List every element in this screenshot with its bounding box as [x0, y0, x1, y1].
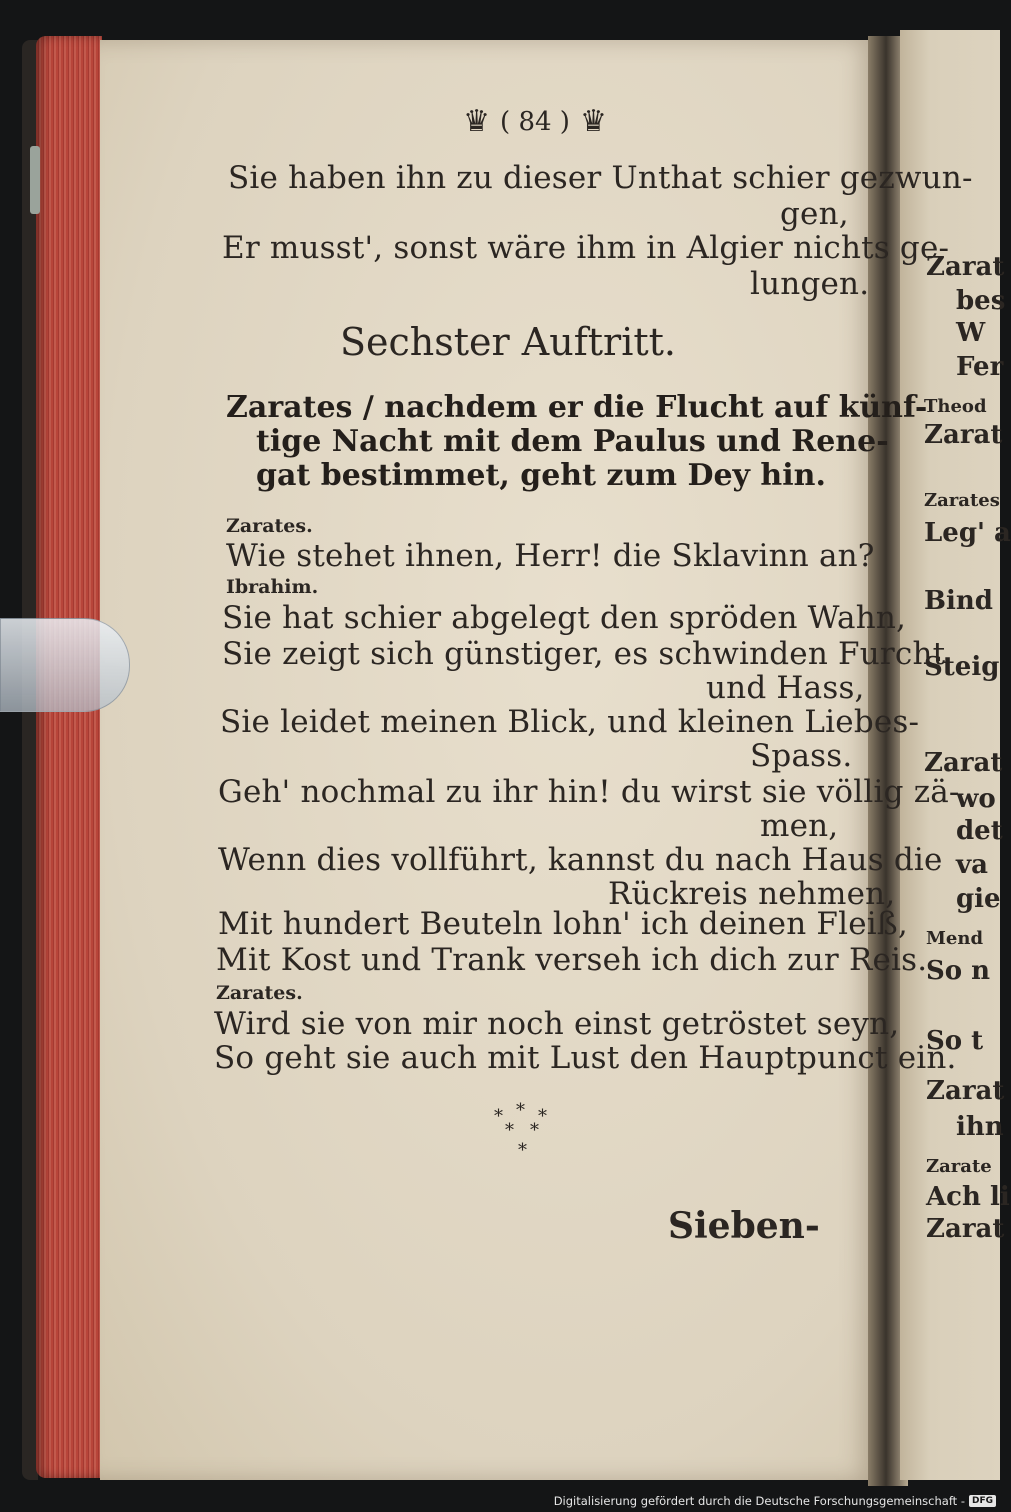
speaker-label: Zarates.: [216, 982, 303, 1004]
right-page-text: So t: [926, 1026, 984, 1056]
dialogue-line: So geht sie auch mit Lust den Hauptpunct ein.: [214, 1040, 957, 1076]
right-page-text: ihn: [956, 1112, 1004, 1142]
right-page-text: Ach li: [926, 1182, 1010, 1212]
right-page-text: Mend: [926, 928, 984, 949]
dialogue-line: und Hass,: [706, 670, 865, 706]
text-line: gen,: [780, 196, 849, 232]
right-page-text: Zarat: [924, 420, 1003, 450]
page-header: [420, 100, 650, 144]
dialogue-line: Sie zeigt sich günstiger, es schwinden Furcht: [222, 636, 946, 672]
right-page-text: det: [956, 816, 1003, 846]
dfg-logo: DFG: [969, 1495, 996, 1507]
scene-title: Sechster Auftritt.: [340, 320, 676, 364]
page-edges: [36, 36, 102, 1478]
credit-text: Digitalisierung gefördert durch die Deutsche Forschungsgemeinschaft -: [553, 1494, 965, 1508]
dialogue-line: Wird sie von mir noch einst getröstet seyn,: [214, 1006, 900, 1042]
right-page-text: Theod: [924, 396, 987, 417]
right-page-text: Fer: [956, 352, 1004, 382]
right-page-text: So n: [926, 956, 991, 986]
catchword: Sieben-: [668, 1205, 820, 1247]
right-page-text: wo: [956, 784, 996, 814]
speaker-label: Ibrahim.: [226, 576, 319, 598]
ribbon-marker: [30, 146, 40, 214]
right-page-text: Zarat: [926, 1076, 1005, 1106]
dialogue-line: Sie hat schier abgelegt den spröden Wahn,: [222, 600, 907, 636]
dialogue-line: men,: [760, 808, 839, 844]
right-page-text: W: [956, 318, 986, 348]
right-page-text: gie: [956, 884, 1001, 914]
speaker-label: Zarates.: [226, 515, 313, 537]
right-page-text: Zarates: [924, 490, 1000, 511]
right-page-text: va: [956, 850, 988, 880]
page-number: ( 84 ): [500, 107, 570, 137]
right-page-text: Zarat: [926, 252, 1005, 282]
dialogue-line: Sie leidet meinen Blick, und kleinen Liebes-: [220, 704, 920, 740]
dialogue-line: Spass.: [750, 738, 853, 774]
right-page-text: Steig: [924, 652, 1000, 682]
stage-direction-line: Zarates / nachdem er die Flucht auf künf-: [226, 390, 928, 425]
right-page-text: Zarat: [926, 1214, 1005, 1244]
crown-ornament-icon: ♛: [463, 104, 491, 139]
right-page-text: Zarate: [926, 1156, 992, 1177]
digitization-credit: [554, 1492, 996, 1510]
right-page-text: Leg' a: [924, 518, 1011, 548]
text-line: Er musst', sonst wäre ihm in Algier nichts ge-: [222, 230, 950, 266]
crown-ornament-icon: ♛: [579, 104, 607, 139]
right-page-text: Zarat: [924, 748, 1003, 778]
dialogue-line: Mit hundert Beuteln lohn' ich deinen Fleiß,: [218, 906, 908, 942]
asterism: * * * * * *: [494, 1100, 547, 1161]
right-page-text: bes: [956, 286, 1006, 316]
stage-direction-line: gat bestimmet, geht zum Dey hin.: [256, 458, 826, 493]
page-clip: [0, 618, 130, 712]
dialogue-line: Geh' nochmal zu ihr hin! du wirst sie völlig zä-: [218, 774, 960, 810]
right-page-text: Bind: [924, 586, 993, 616]
dialogue-line: Rückreis nehmen,: [608, 876, 896, 912]
dialogue-line: Mit Kost und Trank verseh ich dich zur Reis.: [216, 942, 928, 978]
text-line: lungen.: [750, 266, 870, 302]
dialogue-line: Wie stehet ihnen, Herr! die Sklavinn an?: [226, 538, 875, 574]
stage-direction-line: tige Nacht mit dem Paulus und Rene-: [256, 424, 889, 459]
text-line: Sie haben ihn zu dieser Unthat schier gezwun-: [228, 160, 973, 196]
dialogue-line: Wenn dies vollführt, kannst du nach Haus die: [218, 842, 943, 878]
